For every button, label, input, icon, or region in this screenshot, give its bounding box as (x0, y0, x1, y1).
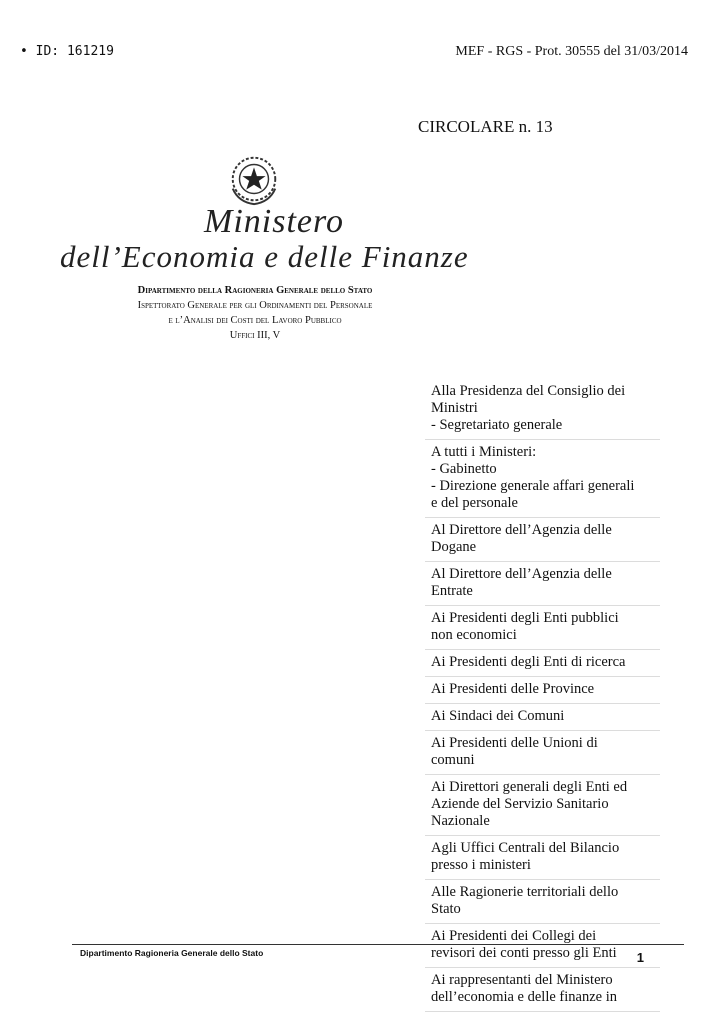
logo-line-1: Ministero (204, 203, 344, 240)
recipients-list (425, 382, 660, 1015)
recipient-line: Ai Presidenti degli Enti di ricerca (431, 654, 626, 670)
ministry-logo (60, 195, 469, 285)
recipient-line: e del personale (431, 495, 518, 511)
footer-text: Dipartimento Ragioneria Generale dello Stato (80, 948, 264, 958)
recipient-line: Al Direttore dell’Agenzia delle (431, 522, 612, 538)
recipient-line: Agli Uffici Centrali del Bilancio (431, 840, 620, 856)
recipient-line: comuni (431, 752, 475, 768)
page-number: 1 (636, 950, 644, 965)
recipient-line: dell’economia e delle finanze in (431, 989, 617, 1005)
recipient-line: Ai Presidenti delle Province (431, 681, 595, 697)
recipient-line: - Segretariato generale (431, 417, 563, 433)
recipient-line: revisori dei conti presso gli Enti (431, 945, 617, 961)
logo-line-2: dell’Economia e delle Finanze (60, 239, 469, 274)
recipient-line: Ai Direttori generali degli Enti ed (431, 779, 628, 795)
recipient-item (425, 927, 660, 968)
recipient-item (425, 883, 660, 924)
document-id: • ID: 161219 (20, 44, 114, 59)
recipient-line: non economici (431, 627, 517, 643)
recipient-item (425, 521, 660, 562)
recipient-item (425, 443, 660, 518)
recipient-item (425, 839, 660, 880)
recipient-line: Ministri (431, 400, 478, 416)
recipient-line: Alle Ragionerie territoriali dello (431, 884, 619, 900)
recipient-line: A tutti i Ministeri: (431, 444, 537, 460)
recipient-line: Ai Presidenti degli Enti pubblici (431, 610, 619, 626)
recipient-line: Stato (431, 901, 461, 917)
recipient-item (425, 382, 660, 440)
recipient-line: Ai Presidenti delle Unioni di (431, 735, 598, 751)
protocol-number: MEF - RGS - Prot. 30555 del 31/03/2014 (455, 44, 688, 59)
recipient-item (425, 734, 660, 775)
recipient-line: - Direzione generale affari generali (431, 478, 635, 494)
recipient-item (425, 707, 660, 731)
department-block (60, 283, 450, 343)
recipient-item (425, 778, 660, 836)
department-line: Dipartimento della Ragioneria Generale dello Stato (137, 285, 373, 296)
recipient-line: Ai Presidenti dei Collegi dei (431, 928, 597, 944)
department-line: Ispettorato Generale per gli Ordinamenti del Personale (137, 300, 373, 311)
recipient-line: Ai Sindaci dei Comuni (431, 708, 565, 724)
recipient-item (425, 565, 660, 606)
recipient-line: presso i ministeri (431, 857, 531, 873)
department-line: e l’Analisi dei Costi del Lavoro Pubblico (168, 315, 342, 326)
circolare-title: CIRCOLARE n. 13 (418, 117, 553, 136)
department-line: Uffici III, V (229, 330, 281, 341)
recipient-line: Aziende del Servizio Sanitario (431, 796, 609, 812)
recipient-line: Alla Presidenza del Consiglio dei (431, 383, 626, 399)
recipient-line: Dogane (431, 539, 477, 555)
recipient-line: Al Direttore dell’Agenzia delle (431, 566, 612, 582)
footer-divider (72, 944, 684, 945)
recipient-line: - Gabinetto (431, 461, 497, 477)
recipient-item (425, 971, 660, 1012)
recipient-item (425, 653, 660, 677)
recipient-item (425, 609, 660, 650)
recipient-item (425, 680, 660, 704)
recipient-line: Ai rappresentanti del Ministero (431, 972, 613, 988)
recipient-line: Entrate (431, 583, 473, 599)
recipient-line: Nazionale (431, 813, 490, 829)
